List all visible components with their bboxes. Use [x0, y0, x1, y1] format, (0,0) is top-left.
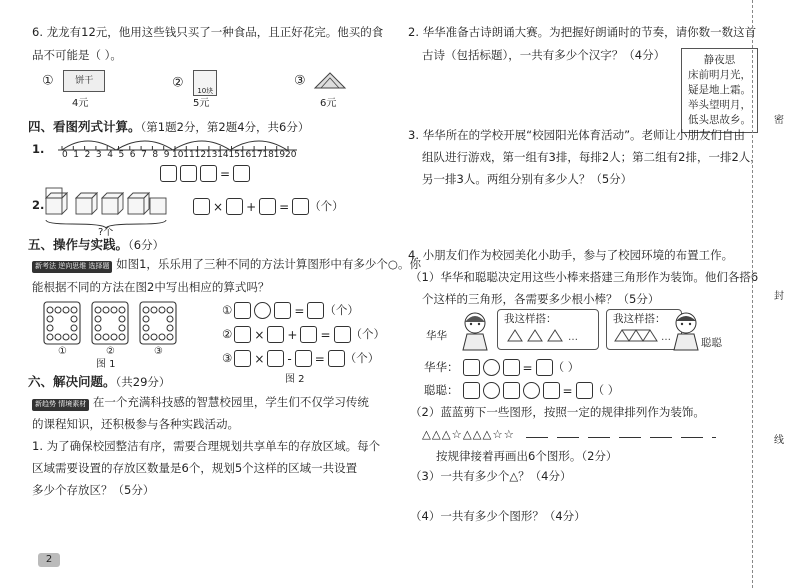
huahua-label: 华华：	[424, 359, 459, 374]
fig1-mark-2: ②	[106, 346, 115, 357]
answer-box[interactable]	[233, 165, 250, 182]
sec6-q1-line2: 区域需要设置的存放区数量是6个，规划5个这样的区域一共设置	[32, 461, 358, 475]
answer-box[interactable]	[160, 165, 177, 182]
poem-box	[681, 48, 758, 133]
tick-label: 1	[73, 150, 80, 160]
answer-box[interactable]	[307, 302, 324, 319]
dot	[167, 334, 173, 340]
row-mark: ①	[222, 302, 233, 317]
fig2-row-2	[222, 326, 385, 343]
boy-congcong-icon	[668, 310, 704, 352]
number-line-labels	[54, 151, 304, 163]
triangles-pattern-icon	[504, 327, 592, 343]
tick-label: 20	[285, 150, 297, 160]
fig2-row-3	[222, 350, 379, 367]
dot	[111, 307, 117, 313]
congcong-label: 聪聪：	[424, 382, 459, 397]
answer-box[interactable]	[292, 198, 309, 215]
q4-part1-line1: （1）华华和聪聪决定用这些小棒来搭建三角形作为装饰。他们各搭6	[410, 270, 759, 284]
dot	[119, 325, 125, 331]
unit-paren: （ ）	[592, 382, 620, 397]
equals-sign: =	[279, 199, 290, 214]
answer-box[interactable]	[267, 326, 284, 343]
sec6-q1-line1: 1. 为了确保校园整洁有序，需要合理规划共享单车的存放区域。每个	[32, 439, 381, 453]
answer-box[interactable]	[334, 326, 351, 343]
count-label: ?个	[98, 227, 114, 238]
q4-part2-line: （2）蓝蓝剪下一些图形，按照一定的规律排列作为装饰。	[410, 405, 705, 419]
figure-2-caption: 图 2	[285, 374, 305, 385]
dot	[95, 334, 101, 340]
dot	[159, 307, 165, 313]
answer-box[interactable]	[200, 165, 217, 182]
page-number-badge	[38, 553, 60, 567]
dot	[47, 307, 53, 313]
dot	[71, 325, 77, 331]
fig1-mark-1: ①	[58, 346, 67, 357]
answer-box[interactable]	[234, 302, 251, 319]
tick-label: 12	[194, 150, 207, 160]
bubble-text: 我这样搭：	[504, 313, 557, 325]
option-1-price: 4元	[72, 98, 89, 109]
sec6-q1-line3: 多少个存放区？（5分）	[32, 483, 155, 497]
equals-sign: =	[294, 303, 305, 318]
dot	[143, 334, 149, 340]
option-mark: ③	[294, 73, 306, 89]
answer-box[interactable]	[234, 326, 251, 343]
poem-line: 举头望明月，	[688, 99, 751, 111]
poem-line: 床前明月光，	[688, 69, 751, 81]
tick-label: 19	[273, 150, 286, 160]
dot	[63, 307, 69, 313]
tick-label: 11	[183, 150, 195, 160]
sec4-q1-number: 1.	[32, 142, 45, 156]
dot	[103, 334, 109, 340]
fig2-row-1	[222, 302, 359, 319]
answer-box[interactable]	[503, 359, 520, 376]
tick-label: 16	[239, 150, 252, 160]
dot	[95, 325, 101, 331]
answer-box[interactable]	[259, 198, 276, 215]
unit-label: （个）	[324, 302, 359, 317]
tick-label: 2	[84, 150, 91, 160]
section-4-note: （第1题2分，第2题4分，共6分）	[140, 120, 310, 134]
dot	[119, 307, 125, 313]
answer-circle[interactable]	[523, 382, 540, 399]
new-trend-tag: 新趋势 情境素材	[32, 399, 89, 411]
fig1-mark-3: ③	[154, 346, 163, 357]
dot	[143, 325, 149, 331]
snack-label: 10块	[197, 87, 214, 95]
section-6-title: 六、解决问题。	[28, 374, 116, 389]
seal-label: 线	[774, 435, 784, 446]
cookie-package-icon	[63, 70, 105, 92]
svg-text:…: …	[661, 331, 671, 343]
section-6-heading	[28, 376, 170, 389]
figure-1-grids	[42, 300, 182, 346]
blank-lines[interactable]	[526, 429, 716, 438]
answer-box[interactable]	[463, 359, 480, 376]
option-3-price: 6元	[320, 98, 337, 109]
tick-label: 10	[172, 150, 184, 160]
dot	[119, 316, 125, 322]
answer-box[interactable]	[463, 382, 480, 399]
poem-line: 低头思故乡。	[688, 114, 751, 126]
minus-sign: -	[287, 351, 292, 366]
girl-huahua-icon	[455, 310, 495, 352]
equals-sign: =	[314, 351, 325, 366]
dot	[167, 325, 173, 331]
pattern-shapes: △△△☆△△△☆☆	[422, 427, 515, 441]
answer-box[interactable]	[180, 165, 197, 182]
tick-label: 3	[95, 150, 102, 160]
option-1[interactable]	[42, 70, 105, 92]
rice-dumpling-icon	[313, 70, 347, 92]
right-q3-line1: 3. 华华所在的学校开展“校园阳光体育活动”。老师让小朋友们自由	[408, 128, 746, 142]
multiply-sign: ×	[254, 351, 265, 366]
row-mark: ②	[222, 326, 233, 341]
svg-text:…: …	[568, 331, 578, 343]
section-5-line2: 能根据不同的方法在图2中写出相应的算式吗？	[32, 280, 270, 294]
dot	[95, 316, 101, 322]
section-5-score: （6分）	[128, 238, 165, 252]
bubble-text: 我这样搭：	[613, 313, 666, 325]
question-6-line1: 6. 龙龙有12元，他用这些钱只买了一种食品，且正好花完。他买的食	[32, 25, 384, 39]
congcong-name: 聪聪	[701, 337, 722, 349]
answer-box[interactable]	[543, 382, 560, 399]
answer-circle[interactable]	[254, 302, 271, 319]
unit-label: （个）	[344, 350, 380, 365]
answer-box[interactable]	[234, 350, 251, 367]
answer-circle[interactable]	[483, 359, 500, 376]
option-2[interactable]	[172, 70, 217, 96]
dot	[95, 307, 101, 313]
section-5-heading	[28, 239, 164, 252]
figure-1-caption: 图 1	[96, 359, 116, 370]
cubes-figure	[42, 186, 172, 220]
plus-sign: +	[287, 327, 298, 342]
q4-part4: （4）一共有多少个图形？（4分）	[410, 509, 586, 523]
dot	[167, 307, 173, 313]
answer-box[interactable]	[274, 302, 291, 319]
answer-box[interactable]	[267, 350, 284, 367]
section-6-intro2: 的课程知识，还积极参与各种实践活动。	[32, 417, 239, 431]
equals-sign: =	[320, 327, 331, 342]
option-3[interactable]	[294, 70, 347, 92]
dot	[159, 334, 165, 340]
answer-box[interactable]	[226, 198, 243, 215]
page-number: 2	[38, 553, 60, 567]
dot	[55, 307, 61, 313]
tick-label: 8	[152, 150, 159, 160]
answer-box[interactable]	[328, 350, 345, 367]
row-mark: ③	[222, 350, 233, 365]
dot	[47, 334, 53, 340]
dot	[55, 334, 61, 340]
tick-label: 17	[251, 150, 263, 160]
dot	[47, 325, 53, 331]
tick-label: 5	[118, 150, 125, 160]
tick-label: 7	[141, 150, 147, 160]
huahua-name: 华华	[426, 330, 447, 342]
binding-dashed-line	[752, 0, 753, 588]
tick-label: 13	[205, 150, 218, 160]
section-6-score: （共29分）	[115, 375, 171, 389]
equals-sign: =	[220, 166, 231, 181]
dot	[47, 316, 53, 322]
dot	[143, 307, 149, 313]
section-6-intro1	[32, 397, 369, 411]
seal-label: 封	[774, 291, 784, 302]
shape-pattern	[422, 429, 716, 441]
question-6-line2: 品不可能是（ ）。	[32, 48, 122, 62]
q4-part3: （3）一共有多少个△？（4分）	[410, 469, 572, 483]
tick-label: 4	[107, 150, 113, 160]
right-q3-line3: 另一排3人。两组分别有多少人？（5分）	[422, 172, 633, 186]
option-mark: ②	[172, 75, 184, 91]
sec4-q2-number: 2.	[32, 198, 45, 212]
tick-label: 18	[262, 150, 274, 160]
option-2-price: 5元	[193, 98, 210, 109]
tick-label: 14	[217, 150, 229, 160]
option-mark: ①	[42, 73, 54, 89]
sec4-q2-equation	[193, 198, 344, 215]
dot	[119, 334, 125, 340]
congcong-answer-row	[424, 382, 619, 399]
huahua-speech-bubble	[497, 309, 599, 350]
right-q3-line2: 组队进行游戏，第一组有3排，每排2人；第二组有2排，一排2人，	[422, 150, 762, 164]
dot	[151, 307, 157, 313]
section-5-line1	[32, 259, 421, 273]
answer-box[interactable]	[536, 359, 553, 376]
unit-paren: （ ）	[552, 359, 580, 374]
seal-label: 密	[774, 115, 784, 126]
new-method-tag: 新考法 逆向思维 选择题	[32, 261, 112, 273]
sec4-q1-equation	[160, 165, 250, 182]
dot	[71, 307, 77, 313]
multiply-sign: ×	[213, 199, 224, 214]
poem-line: 疑是地上霜。	[688, 84, 751, 96]
plus-sign: +	[246, 199, 257, 214]
snack-box-icon	[193, 70, 217, 96]
right-q2-line1: 2. 华华准备古诗朗诵大赛。为把握好朗诵时的节奏，请你数一数这首	[408, 25, 757, 39]
unit-label: （个）	[309, 198, 344, 213]
tick-label: 15	[228, 150, 240, 160]
dot	[103, 307, 109, 313]
dot	[111, 334, 117, 340]
tick-label: 6	[129, 150, 136, 160]
right-q4-line: 4. 小朋友们作为校园美化小助手，参与了校园环境的布置工作。	[408, 248, 734, 262]
huahua-answer-row	[424, 359, 579, 376]
answer-box[interactable]	[295, 350, 312, 367]
answer-box[interactable]	[193, 198, 210, 215]
dot	[63, 334, 69, 340]
tick-label: 0	[62, 150, 68, 160]
section-5-title: 五、操作与实践。	[28, 237, 129, 252]
cookie-label: 饼干	[75, 76, 94, 86]
q4-part2-sub: 按规律接着再画出6个图形。（2分）	[436, 449, 618, 463]
dot	[71, 334, 77, 340]
dot	[71, 316, 77, 322]
answer-box[interactable]	[503, 382, 520, 399]
dot	[143, 316, 149, 322]
section-5-text1: 如图1，乐乐用了三种不同的方法计算图形中有多少个○。你	[116, 257, 421, 271]
multiply-sign: ×	[254, 327, 265, 342]
dot	[167, 316, 173, 322]
answer-box[interactable]	[300, 326, 317, 343]
binding-margin	[766, 0, 800, 588]
dot	[151, 334, 157, 340]
equals-sign: =	[562, 383, 573, 398]
poem-title: 静夜思	[703, 54, 736, 66]
answer-circle[interactable]	[483, 382, 500, 399]
tick-label: 9	[163, 150, 170, 160]
triangles-strip-icon	[613, 327, 675, 343]
section-4-title: 四、看图列式计算。	[28, 119, 141, 134]
q4-part1-line2: 个这样的三角形，各需要多少根小棒？（5分）	[422, 292, 660, 306]
equals-sign: =	[522, 360, 533, 375]
answer-box[interactable]	[576, 382, 593, 399]
unit-label: （个）	[350, 326, 385, 341]
right-q2-line2: 古诗（包括标题），一共有多少个汉字？（4分）	[422, 48, 666, 62]
section-6-intro-text: 在一个充满科技感的智慧校园里，学生们不仅学习传统	[92, 395, 369, 409]
